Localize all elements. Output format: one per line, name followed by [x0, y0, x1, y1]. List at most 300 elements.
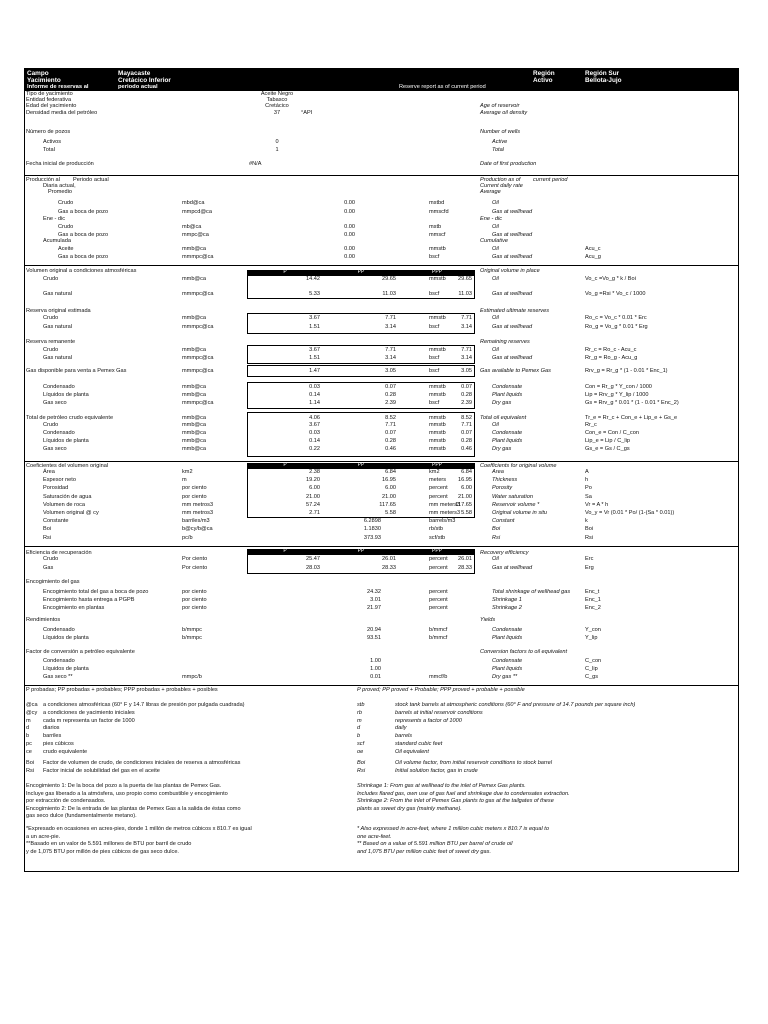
production-row-label: Aceite [58, 246, 74, 252]
pemex-gas-pp: 3.05 [385, 368, 396, 374]
column-header-ppp: PPP [431, 269, 442, 275]
info-label-en: Average oil density [480, 109, 528, 116]
conversion-row-label: Condensado [43, 658, 75, 664]
oil-equivalent-formula: Tr_e = Rr_c + Con_e + Lip_e + Gs_e [585, 415, 678, 421]
yields-row-unit-en: b/mmcf [429, 635, 448, 641]
glossary-key: pc [26, 741, 32, 747]
coefficient-row-label: Espesor neto [43, 477, 76, 484]
conversion-row-formula: C_gs [585, 674, 599, 680]
production-row-label: Gas a boca de pozo [58, 254, 109, 260]
conversion-row-value: 0.01 [370, 674, 381, 680]
production-row-unit: mmpc@ca [182, 232, 209, 238]
recovery-row-p: 28.03 [306, 565, 320, 571]
production-title: Producción al [26, 177, 60, 183]
pemex-gas-p: 1.47 [309, 368, 320, 374]
coefficient-row-label-en: Thickness [492, 477, 518, 484]
conversion-row-label: Líquidos de planta [43, 666, 89, 672]
shrinkage-note: Encogimiento 1: De la boca del pozo a la puerta de las plantas de Pemex Gas. [26, 783, 222, 789]
column-header-p: P [283, 269, 287, 275]
activo-label: Activo [533, 77, 553, 84]
oil-equivalent-row-unit-en: mmstb [429, 446, 446, 452]
glossary-text-en: represents a factor of 1000 [395, 717, 462, 724]
info-unit: °API [301, 109, 313, 116]
coefficient-row-label: Porosidad [43, 485, 69, 492]
coefficient-row-pp: 117.65 [379, 501, 396, 508]
coefficient-row-label: Área [43, 469, 55, 475]
coefficient-row-unit-en: scf/stb [429, 534, 446, 541]
coefficient-row-formula: Sa [585, 493, 592, 500]
coefficient-row-label-en: Rsi [492, 534, 501, 541]
column-header-ppp: PPP [431, 462, 442, 468]
wells-label: Activos [43, 139, 62, 145]
original-volume-gas-pp: 11.03 [382, 291, 396, 297]
glossary-text-en: barrels at initial reservoir conditions [395, 709, 483, 716]
yields-row-formula: Y_lip [585, 635, 598, 641]
informe-value: periodo actual [118, 84, 158, 90]
production-row-value: 0.00 [344, 246, 355, 252]
boi-text: Factor de volumen de crudo, de condiciones iniciales de reserva a atmosféricas [43, 760, 241, 766]
footnote: a un acre-pie. [26, 833, 61, 840]
oil-equivalent-row-ppp: 0.46 [461, 446, 472, 452]
coefficient-row-unit: m [182, 477, 187, 484]
yields-row-label: Condensado [43, 627, 75, 633]
remaining-gas-p: 1.51 [309, 355, 320, 361]
estimated-gas-label-en: Gas at wellhead [492, 324, 533, 330]
production-row-label: Gas a boca de pozo [58, 209, 109, 215]
coefficient-row-ppp: 117.65 [455, 501, 472, 508]
shrinkage-note: Incluye gas liberado a la atmósfera, uso propio como combustible y encogimiento [26, 790, 228, 797]
coefficient-row-label: Constante [43, 518, 69, 525]
yields-title: Rendimientos [26, 617, 61, 623]
coefficient-row-label-en: Porosity [492, 485, 513, 492]
pemex-gas-unit-en: bscf [429, 368, 440, 374]
estimated-oil-label-en: Oil [492, 315, 499, 321]
production-row-unit: mb@ca [182, 224, 202, 230]
production-period-en: current period [533, 177, 568, 183]
column-header-p: P [283, 548, 287, 554]
recovery-title: Eficiencia de recuperación [26, 550, 92, 556]
shrinkage-row-unit-en: percent [429, 605, 448, 611]
production-row-unit-en: mstb [429, 224, 442, 230]
report-date-en: Reserve report as of current period [399, 84, 486, 90]
shrinkage-row-label: Encogimiento total del gas a boca de pozo [43, 589, 149, 595]
estimated-oil-label: Crudo [43, 315, 59, 321]
recovery-row-unit: Por ciento [182, 565, 208, 571]
conversion-row-unit-en: mmcf/b [429, 674, 448, 680]
coefficient-row-pp: 6.00 [385, 485, 396, 492]
production-row-unit-en: mmstb [429, 246, 446, 252]
original-volume-gas-unit-en: bscf [429, 291, 440, 297]
oil-equivalent-row-unit: mmb@ca [182, 422, 207, 428]
pemex-product-p: 1.14 [309, 400, 320, 406]
pemex-gas-ppp: 3.05 [461, 368, 472, 374]
coefficient-row-label: Volumen de roca [43, 501, 85, 508]
pemex-product-ppp: 0.07 [461, 384, 472, 390]
shrinkage-row-unit: por ciento [182, 589, 207, 595]
original-volume-oil-unit-en: mmstb [429, 276, 446, 282]
original-volume-oil-label-en: Oil [492, 276, 499, 282]
glossary-text: crudo equivalente [43, 748, 88, 755]
oil-equivalent-row-label-en: Plant liquids [492, 438, 523, 444]
glossary-text: a condiciones de yacimiento iniciales [43, 709, 135, 716]
conversion-row-label-en: Plant liquids [492, 666, 523, 672]
pemex-product-p: 0.14 [309, 392, 320, 398]
production-row-label-en: Oil [492, 224, 499, 230]
oil-equivalent-row-formula: Gs_e = Gs / C_gs [585, 446, 630, 452]
production-row-label: Crudo [58, 200, 74, 206]
coefficient-row-pp: 5.58 [385, 510, 396, 516]
remaining-gas-ppp: 3.14 [461, 355, 472, 361]
yields-row-label: Líquidos de planta [43, 635, 89, 641]
coefficient-row-label: Volumen original @ cy [43, 510, 99, 516]
shrinkage-row-value: 24.32 [367, 589, 381, 595]
oil-equivalent-row-label-en: Oil [492, 422, 499, 428]
glossary-key: m [26, 717, 31, 724]
coefficient-row-p: 2.71 [309, 510, 320, 516]
shrinkage-note-en: Shrinkage 2: From the inlet of Pemex Gas plants to gas at the tailgates of these [357, 798, 554, 805]
glossary-key-en: stb [357, 702, 365, 708]
footnote-en: and 1,075 BTU per million cubic feet of sweet dry gas. [357, 848, 492, 855]
recovery-row-label-en: Oil [492, 556, 499, 562]
rsi-text-en: Initial solution factor, gas in crude [395, 768, 478, 774]
recovery-row-unit-en: percent [429, 556, 448, 562]
coefficient-row-label-en: Original volume in situ [492, 510, 548, 516]
pemex-product-label-en: Dry gas [492, 400, 512, 406]
coefficient-row-unit-en: barrels/m3 [429, 518, 456, 525]
recovery-row-pp: 28.33 [382, 565, 396, 571]
footnote: y de 1,075 BTU por millón de pies cúbicos de gas seco dulce. [26, 848, 179, 855]
pemex-product-p: 0.03 [309, 384, 320, 390]
rsi-key: Rsi [26, 768, 35, 774]
remaining-gas-pp: 3.14 [385, 355, 396, 361]
production-row-label-en: Gas at wellhead [492, 232, 533, 238]
recovery-row-label: Crudo [43, 556, 59, 562]
production-row-value: 0.00 [344, 200, 355, 206]
boi-key-en: Boi [357, 760, 366, 766]
pemex-product-unit-en: mmstb [429, 392, 446, 398]
yields-row-unit: b/mmpc [182, 635, 202, 641]
oil-equivalent-row-ppp: 0.07 [461, 430, 472, 436]
coefficient-row-unit: mm metros3 [182, 501, 214, 508]
original-volume-oil-pp: 29.65 [382, 276, 396, 282]
info-value: Aceite Negro [260, 91, 294, 97]
remaining-oil-label-en: Oil [492, 347, 499, 353]
info-label: Tipo de yacimiento [26, 91, 73, 97]
recovery-title-en: Recovery efficiency [480, 550, 529, 556]
production-row-unit: mmmpc@ca [182, 254, 214, 260]
recovery-row-formula: Erg [585, 565, 594, 571]
original-volume-oil-label: Crudo [43, 276, 59, 282]
recovery-row-unit: Por ciento [182, 556, 208, 562]
column-header-pp: PP [357, 462, 365, 468]
oil-equivalent-unit-en: mmstb [429, 415, 446, 421]
coefficient-row-label: Boi [43, 526, 52, 533]
footnote: **Basado en un valor de 5.591 millones de BTU por barril de crudo [26, 841, 192, 848]
informe-label: Informe de reservas al [27, 84, 89, 90]
oil-equivalent-row-p: 0.14 [309, 438, 320, 444]
conversion-row-label: Gas seco ** [43, 674, 73, 680]
shrinkage-row-label-en: Shrinkage 1 [492, 597, 522, 603]
original-volume-oil-formula: Vo_c =Vo_g * k / Boi [585, 276, 636, 282]
footnote-en: one acre-feet. [357, 833, 392, 840]
oil-equivalent-row-label: Gas seco [43, 446, 67, 452]
estimated-gas-unit: mmmpc@ca [182, 324, 214, 330]
production-row-value: 0.00 [344, 232, 355, 238]
coefficient-row-p: 57.24 [306, 501, 320, 508]
average-label: Promedio [48, 189, 72, 195]
shrinkage-title: Encogimiento del gas [26, 579, 80, 585]
estimated-reserves-title: Reserva original estimada [26, 308, 91, 314]
coefficient-row-unit-en: percent [429, 493, 448, 500]
coefficient-row-unit-en: mm meters3 [429, 510, 461, 516]
pemex-product-pp: 0.28 [385, 392, 396, 398]
pemex-product-label-en: Plant liquids [492, 392, 523, 398]
production-row-value: 0.00 [344, 209, 355, 215]
shrinkage-note-en: Includes flared gas, own use of gas fuel and shrinkage due to condensates extraction. [357, 790, 570, 797]
pemex-product-label-en: Condensate [492, 384, 523, 390]
oil-equivalent-row-formula: Rr_c [585, 422, 597, 428]
pemex-product-formula: Lip = Rrv_g * Y_lip / 1000 [585, 392, 649, 398]
coefficient-row-p: 2.38 [309, 469, 320, 475]
glossary-key: d [26, 725, 30, 732]
oil-equivalent-p: 4.06 [309, 415, 320, 421]
coefficient-row-ppp: 16.95 [458, 477, 472, 484]
report-header [25, 69, 738, 91]
recovery-row-pp: 26.01 [382, 556, 396, 562]
coefficient-row-label-en: Water saturation [492, 493, 533, 500]
shrinkage-row-label: Encogimiento hasta entrega a PGPB [43, 597, 135, 603]
conversion-row-unit: mmpc/b [182, 674, 202, 680]
recovery-row-p: 25.47 [306, 556, 320, 562]
section-divider [25, 265, 738, 266]
pemex-product-ppp: 2.39 [461, 400, 472, 406]
pemex-gas-box [247, 365, 475, 377]
conversion-title-en: Conversion factors to oil equivalent [480, 649, 568, 655]
production-period: Periodo actual [73, 177, 109, 183]
coefficient-row-pp: 16.95 [382, 477, 396, 484]
pemex-product-unit: mmb@ca [182, 392, 207, 398]
wells-label-en: Total [492, 147, 504, 153]
estimated-reserves-title-en: Estimated ultimate reserves [480, 308, 550, 314]
column-header-p: P [283, 462, 287, 468]
remaining-reserves-title: Reserva remanente [26, 339, 76, 345]
pemex-product-ppp: 0.28 [461, 392, 472, 398]
remaining-gas-formula: Rr_g = Ro_g - Acu_g [585, 355, 638, 361]
glossary-text: pies cúbicos [43, 741, 74, 747]
campo-value: Mayacaste [118, 70, 151, 77]
oil-equivalent-row-label: Condensado [43, 430, 75, 436]
coefficient-row-unit: pc/b [182, 534, 193, 541]
first-production-label-en: Date of first production [480, 161, 537, 167]
pemex-gas-title-en: Gas available to Pemex Gas [480, 368, 551, 374]
oil-equivalent-row-pp: 0.46 [385, 446, 396, 452]
shrinkage-row-unit: por ciento [182, 605, 207, 611]
estimated-oil-p: 3.67 [309, 315, 320, 321]
pemex-product-unit: mmb@ca [182, 384, 207, 390]
oil-equivalent-row-unit-en: mmstb [429, 430, 446, 436]
recovery-row-label: Gas [43, 565, 54, 571]
glossary-text-en: stock tank barrels at atmospheric conditions (60° F and pressure of 14.7 pounds per square inch) [395, 702, 636, 708]
conversion-row-value: 1.00 [370, 658, 381, 664]
info-label: Entidad federativa [26, 97, 72, 104]
coefficient-row-label: Rsi [43, 534, 52, 541]
remaining-reserves-title-en: Remaining reserves [480, 339, 530, 345]
original-volume-gas-unit: mmmpc@ca [182, 291, 214, 297]
rsi-text: Factor inicial de solubilidad del gas en el aceite [43, 768, 160, 774]
yields-row-unit: b/mmpc [182, 627, 202, 633]
coefficients-title: Coeficientes del volumen original [26, 463, 109, 469]
estimated-gas-formula: Ro_g = Vo_g * 0.01 * Erg [585, 324, 648, 330]
yields-row-value: 20.94 [367, 627, 381, 633]
remaining-oil-unit-en: mmstb [429, 347, 446, 353]
remaining-gas-label-en: Gas at wellhead [492, 355, 533, 361]
production-title-en: Production as of [480, 177, 521, 183]
first-production-label: Fecha inicial de producción [26, 161, 94, 167]
production-row-value: 0.00 [344, 254, 355, 260]
conversion-row-formula: C_con [585, 658, 602, 664]
oil-equivalent-row-pp: 7.71 [385, 422, 396, 428]
column-header-ppp: PPP [431, 548, 442, 554]
oil-equivalent-ppp: 8.52 [461, 415, 472, 421]
yields-row-value: 93.51 [367, 635, 381, 641]
coefficient-row-ppp: 6.84 [461, 469, 472, 475]
oil-equivalent-row-unit: mmb@ca [182, 430, 207, 436]
column-header-pp: PP [357, 548, 365, 554]
production-row-formula: Acu_c [585, 246, 601, 252]
original-volume-gas-ppp: 11.03 [458, 291, 472, 297]
info-label: Edad del yacimiento [26, 103, 77, 110]
footnote: *Expresado en ocasiones en acres-pies, donde 1 millón de metros cúbicos x 810.7 es igual [26, 826, 252, 832]
glossary-text: a condiciones atmosféricas (60° F y 14.7 libras de presión por pulgada cuadrada) [43, 702, 245, 708]
oil-equivalent-row-formula: Lip_e = Lip / C_lip [585, 438, 630, 444]
coefficient-row-unit: mm metros3 [182, 510, 214, 516]
coefficient-row-formula: Po [585, 485, 592, 492]
coefficient-row-value: 373.93 [363, 534, 381, 541]
oil-equivalent-row-pp: 0.07 [385, 430, 396, 436]
estimated-gas-p: 1.51 [309, 324, 320, 330]
oil-equivalent-row-unit: mmb@ca [182, 438, 207, 444]
remaining-gas-unit-en: bscf [429, 355, 440, 361]
oil-equivalent-row-label: Crudo [43, 422, 59, 428]
production-row-formula: Acu_g [585, 254, 601, 260]
coefficient-row-formula: h [585, 477, 589, 484]
estimated-oil-pp: 7.71 [385, 315, 396, 321]
coefficient-row-label: Saturación de agua [43, 493, 92, 500]
conversion-row-label-en: Dry gas ** [492, 674, 518, 680]
glossary-key-en: b [357, 733, 361, 740]
oil-equivalent-row-ppp: 7.71 [461, 422, 472, 428]
conversion-title: Factor de conversión a petróleo equivalente [26, 649, 135, 655]
coefficient-row-ppp: 21.00 [458, 493, 472, 500]
pemex-product-label: Líquidos de planta [43, 392, 89, 398]
estimated-oil-unit: mmb@ca [182, 315, 207, 321]
production-row-label-en: Gas at wellhead [492, 254, 533, 260]
coefficient-row-formula: Vr = A * h [585, 501, 609, 508]
remaining-oil-p: 3.67 [309, 347, 320, 353]
oil-equivalent-unit: mmb@ca [182, 415, 207, 421]
section-divider [25, 175, 738, 176]
glossary-text-en: standard cubic feet [395, 741, 443, 747]
section-divider [25, 685, 738, 686]
shrinkage-note-en: Shrinkage 1: From gas at wellhead to the inlet of Pemex Gas plants. [357, 783, 526, 789]
coefficient-row-unit-en: mm meters3 [429, 501, 461, 508]
production-row-label-en: Oil [492, 246, 499, 252]
production-row-unit: mbd@ca [182, 200, 205, 206]
recovery-row-ppp: 26.01 [458, 556, 472, 562]
category-definition-en: P proved; PP proved + Probable; PPP proved + probable + possible [357, 687, 525, 693]
footnote-en: ** Based on a value of 5.591 million BTU per barrel of crude oil [357, 841, 513, 848]
oil-equivalent-row-label-en: Condensate [492, 430, 523, 436]
pemex-product-formula: Con = Rr_g * Y_con / 1000 [585, 384, 652, 390]
oil-equivalent-row-label-en: Dry gas [492, 446, 512, 452]
cumulative-label: Acumulada [43, 238, 71, 244]
recovery-row-unit-en: percent [429, 565, 448, 571]
original-volume-gas-p: 5.33 [309, 291, 320, 297]
production-row-label: Crudo [58, 224, 74, 230]
oil-equivalent-row-p: 0.22 [309, 446, 320, 452]
activo-value: Bellota-Jujo [585, 77, 622, 84]
remaining-oil-unit: mmb@ca [182, 347, 207, 353]
shrinkage-row-value: 21.97 [367, 605, 381, 611]
estimated-oil-formula: Ro_c = Vo_c * 0.01 * Erc [585, 315, 647, 321]
shrinkage-row-label: Encogimiento en plantas [43, 605, 105, 611]
glossary-key-en: oe [357, 748, 364, 755]
coefficient-row-p: 6.00 [309, 485, 320, 492]
category-definition: P probadas; PP probadas + probables; PPP probadas + probables + posibles [26, 687, 218, 693]
production-row-unit-en: mstbd [429, 200, 445, 206]
cumulative-label-en: Cumulative [480, 238, 508, 244]
coefficient-row-formula: k [585, 518, 588, 525]
coefficient-row-label-en: Boi [492, 526, 501, 533]
glossary-key-en: rb [357, 709, 362, 716]
shrinkage-row-unit-en: percent [429, 597, 448, 603]
estimated-gas-pp: 3.14 [385, 324, 396, 330]
coefficient-row-label-en: Reservoir volume * [492, 501, 540, 508]
production-row-unit-en: bscf [429, 254, 440, 260]
original-volume-title: Volumen original a condiciones atmosféricas [26, 268, 137, 274]
yields-title-en: Yields [480, 617, 496, 623]
wells-value: 1 [275, 147, 279, 153]
footnote-en: * Also expressed in acre-feet, where 1 million cubic meters x 810.7 is equal to [357, 826, 549, 832]
oil-equivalent-row-ppp: 0.28 [461, 438, 472, 444]
coefficient-row-unit: por ciento [182, 493, 207, 500]
remaining-oil-pp: 7.71 [385, 347, 396, 353]
original-volume-gas-label-en: Gas at wellhead [492, 291, 533, 297]
conversion-row-formula: C_lip [585, 666, 598, 672]
wells-value: 0 [275, 139, 279, 145]
campo-label: Campo [27, 70, 49, 77]
coefficient-row-ppp: 6.00 [461, 485, 472, 492]
original-volume-gas-formula: Vo_g =Rsi * Vo_c / 1000 [585, 291, 646, 297]
glossary-key-en: d [357, 725, 361, 732]
glossary-text-en: barrels [395, 733, 413, 740]
pemex-gas-formula: Rrv_g = Rr_g * (1 - 0.01 * Enc_1) [585, 368, 668, 374]
original-volume-title-en: Original volume in place [480, 268, 540, 274]
original-volume-oil-unit: mmb@ca [182, 276, 207, 282]
coefficient-row-pp: 6.84 [385, 469, 396, 475]
production-row-unit-en: mmscf [429, 232, 446, 238]
shrinkage-row-value: 3.01 [370, 597, 381, 603]
oil-equivalent-row-formula: Con_e = Con / C_con [585, 430, 639, 436]
oil-equivalent-title: Total de petróleo crudo equivalente [26, 415, 114, 421]
region-label: Región [533, 70, 555, 77]
production-row-unit: mmb@ca [182, 246, 207, 252]
yields-row-unit-en: b/mmcf [429, 627, 448, 633]
oil-equivalent-row-unit: mmb@ca [182, 446, 207, 452]
coefficient-row-label-en: Constant [492, 518, 515, 525]
glossary-text: cada m representa un factor de 1000 [43, 717, 135, 724]
original-volume-oil-p: 14.42 [306, 276, 320, 282]
